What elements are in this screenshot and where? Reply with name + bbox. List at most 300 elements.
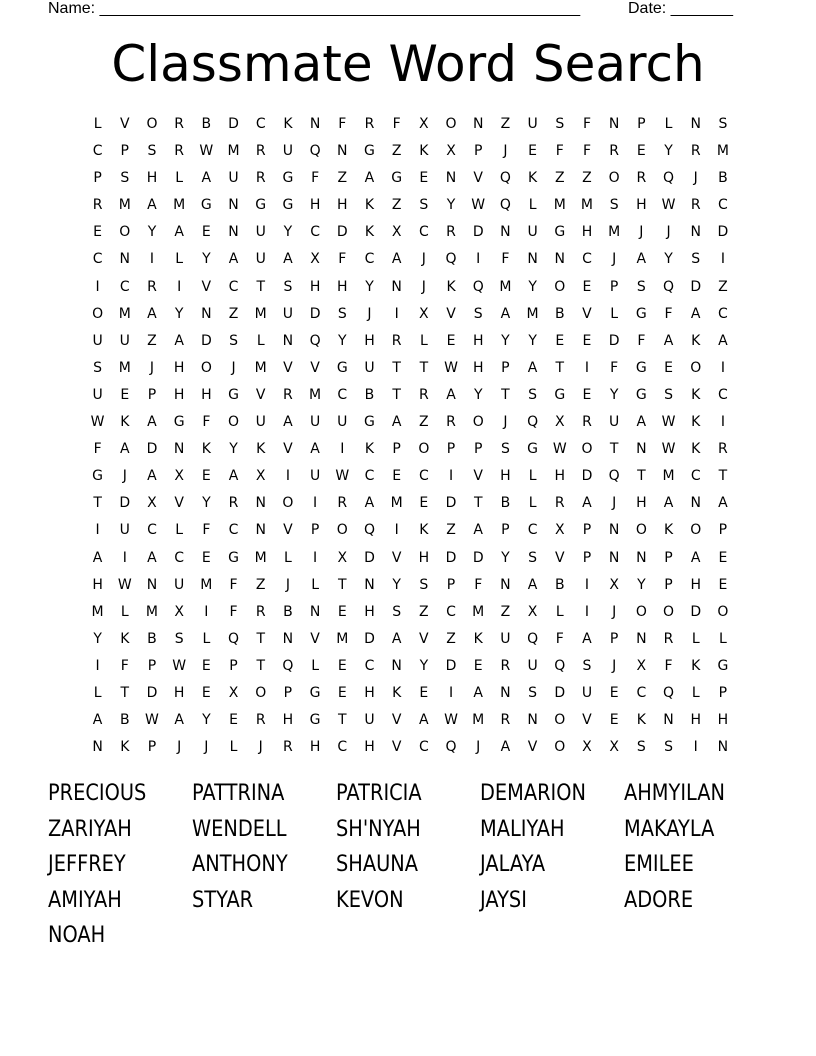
grid-letter: H <box>364 684 375 701</box>
grid-letter: C <box>418 739 429 756</box>
grid-letter: K <box>691 414 701 431</box>
grid-letter: K <box>691 657 701 674</box>
grid-letter: H <box>472 332 484 349</box>
grid-row <box>84 412 737 439</box>
grid-letter: J <box>503 414 508 431</box>
grid-letter: M <box>118 359 131 376</box>
grid-letter: T <box>419 359 429 376</box>
grid-letter: D <box>228 116 239 132</box>
grid-letter: E <box>201 684 211 701</box>
grid-letter: G <box>309 712 321 729</box>
grid-letter: P <box>283 684 293 701</box>
grid-row <box>84 548 737 575</box>
grid-letter: A <box>663 332 674 349</box>
grid-letter: K <box>120 739 130 756</box>
grid-letter: A <box>228 251 239 268</box>
grid-letter: N <box>500 576 511 593</box>
grid-letter: S <box>609 197 619 214</box>
grid-letter: B <box>201 116 212 132</box>
word-list-item: JALAYA <box>480 852 546 877</box>
grid-letter: R <box>690 197 701 214</box>
grid-row <box>84 683 737 710</box>
grid-letter: R <box>364 116 375 132</box>
grid-letter: P <box>473 441 483 458</box>
grid-letter: H <box>636 197 647 214</box>
grid-letter: M <box>254 549 267 566</box>
grid-letter: P <box>147 739 157 756</box>
grid-letter: Y <box>202 495 211 512</box>
grid-letter: C <box>446 603 456 620</box>
grid-letter: Z <box>582 170 592 187</box>
word-list-item: STYAR <box>192 887 254 913</box>
grid-letter: C <box>527 522 538 539</box>
grid-letter: H <box>337 197 348 214</box>
grid-letter: I <box>693 739 698 756</box>
grid-letter: F <box>610 359 619 376</box>
grid-letter: E <box>555 332 565 349</box>
grid-letter: P <box>229 657 238 674</box>
grid-letter: Z <box>255 576 266 593</box>
grid-letter: Q <box>445 739 457 756</box>
grid-letter: A <box>391 630 402 647</box>
grid-row <box>84 304 737 331</box>
grid-letter: O <box>554 712 566 729</box>
grid-letter: R <box>92 197 103 214</box>
grid-letter: F <box>501 251 510 268</box>
grid-letter: A <box>310 441 320 458</box>
grid-letter: L <box>256 332 265 349</box>
grid-letter: Z <box>500 603 511 620</box>
grid-letter: Y <box>473 386 483 403</box>
grid-letter: E <box>664 359 673 376</box>
grid-letter: O <box>608 170 620 187</box>
grid-letter: G <box>635 386 647 403</box>
grid-letter: P <box>501 522 510 539</box>
grid-letter: F <box>338 251 347 268</box>
grid-letter: H <box>282 712 294 729</box>
grid-letter: R <box>228 495 239 512</box>
grid-letter: D <box>309 305 321 322</box>
grid-letter: C <box>364 251 375 268</box>
grid-letter: M <box>118 197 131 214</box>
grid-letter: R <box>283 386 293 403</box>
grid-letter: V <box>419 630 429 647</box>
grid-letter: V <box>473 170 483 187</box>
grid-letter: V <box>283 441 293 458</box>
grid-letter: V <box>201 278 212 295</box>
grid-letter: K <box>473 630 483 647</box>
grid-letter: O <box>228 414 240 431</box>
grid-letter: T <box>473 495 483 512</box>
grid-letter: M <box>309 386 322 403</box>
grid-letter: A <box>364 170 375 187</box>
grid-letter: Y <box>528 278 537 295</box>
grid-letter: B <box>718 170 728 187</box>
grid-letter: K <box>201 441 211 458</box>
grid-letter: M <box>173 197 186 214</box>
grid-letter: P <box>310 522 320 539</box>
grid-letter: J <box>258 739 263 756</box>
grid-letter: C <box>337 739 348 756</box>
grid-letter: T <box>392 359 401 376</box>
grid-letter: H <box>554 468 566 485</box>
grid-letter: A <box>582 495 592 512</box>
grid-letter: L <box>419 332 428 349</box>
grid-letter: Z <box>419 603 429 620</box>
grid-letter: N <box>146 576 158 593</box>
grid-letter: A <box>473 684 483 701</box>
grid-letter: Q <box>663 278 675 295</box>
grid-letter: N <box>282 332 294 349</box>
grid-letter: K <box>419 522 429 539</box>
grid-letter: O <box>282 495 294 512</box>
grid-letter: I <box>448 684 454 701</box>
grid-letter: C <box>337 386 348 403</box>
grid-letter: D <box>472 224 484 241</box>
grid-letter: I <box>313 495 318 512</box>
grid-letter: J <box>612 251 617 268</box>
grid-letter: I <box>177 278 182 295</box>
grid-letter: H <box>636 495 647 512</box>
grid-letter: H <box>173 684 185 701</box>
grid-row <box>84 114 737 141</box>
grid-letter: R <box>636 170 647 187</box>
grid-letter: X <box>554 522 565 539</box>
grid-letter: N <box>527 712 538 729</box>
grid-letter: Q <box>554 657 566 674</box>
grid-letter: U <box>282 143 294 160</box>
grid-letter: F <box>637 332 646 349</box>
grid-letter: X <box>310 251 320 268</box>
grid-letter: T <box>256 630 265 647</box>
grid-letter: Q <box>499 197 511 214</box>
grid-letter: P <box>664 576 673 593</box>
grid-letter: S <box>392 603 402 620</box>
grid-letter: A <box>419 712 429 729</box>
word-list-item: JAYSI <box>480 887 527 913</box>
grid-letter: G <box>527 441 539 458</box>
grid-letter: J <box>421 278 426 295</box>
grid-letter: R <box>582 414 592 431</box>
grid-letter: E <box>419 170 429 187</box>
grid-letter: D <box>717 224 729 241</box>
grid-letter: U <box>255 251 266 268</box>
grid-letter: P <box>446 576 456 593</box>
grid-letter: G <box>554 386 566 403</box>
grid-row <box>84 168 737 195</box>
grid-letter: G <box>255 197 267 214</box>
grid-letter: Y <box>229 441 238 458</box>
grid-letter: W <box>172 657 187 674</box>
grid-letter: U <box>255 224 266 241</box>
grid-letter: I <box>204 603 209 620</box>
grid-row <box>84 331 737 358</box>
grid-letter: Q <box>445 251 457 268</box>
grid-letter: N <box>391 657 402 674</box>
grid-letter: X <box>174 468 184 485</box>
grid-letter: F <box>229 603 238 620</box>
grid-letter: J <box>693 170 698 187</box>
grid-letter: Q <box>527 414 539 431</box>
grid-letter: K <box>528 170 538 187</box>
grid-letter: G <box>364 414 375 431</box>
grid-letter: I <box>394 305 399 322</box>
grid-letter: U <box>92 332 103 349</box>
grid-letter: H <box>146 170 158 187</box>
grid-letter: C <box>364 468 375 485</box>
grid-row <box>84 602 737 629</box>
grid-letter: M <box>472 603 485 620</box>
grid-letter: X <box>147 495 157 512</box>
grid-letter: C <box>718 197 728 214</box>
grid-letter: H <box>500 468 511 485</box>
grid-letter: I <box>95 278 100 295</box>
grid-letter: V <box>527 739 538 756</box>
grid-letter: V <box>391 712 402 729</box>
grid-letter: H <box>472 359 484 376</box>
grid-letter: Z <box>391 197 402 214</box>
grid-letter: G <box>336 359 348 376</box>
grid-letter: T <box>609 441 619 458</box>
grid-letter: R <box>147 278 157 295</box>
grid-letter: C <box>255 116 266 132</box>
grid-letter: Y <box>528 332 537 349</box>
grid-letter: C <box>718 305 728 322</box>
grid-letter: N <box>445 170 457 187</box>
grid-letter: C <box>690 468 701 485</box>
grid-letter: B <box>554 576 565 593</box>
grid-letter: S <box>664 386 673 403</box>
grid-letter: S <box>419 576 429 593</box>
grid-letter: R <box>418 386 429 403</box>
grid-letter: A <box>446 386 456 403</box>
grid-letter: P <box>609 278 619 295</box>
grid-letter: N <box>201 305 212 322</box>
grid-letter: N <box>472 116 484 132</box>
grid-letter: P <box>392 441 401 458</box>
grid-letter: F <box>229 576 238 593</box>
grid-letter: A <box>283 251 293 268</box>
grid-letter: U <box>309 468 321 485</box>
grid-letter: X <box>554 414 565 431</box>
grid-letter: N <box>636 630 647 647</box>
grid-letter: L <box>691 630 700 647</box>
grid-letter: A <box>690 305 701 322</box>
grid-letter: Z <box>718 278 728 295</box>
grid-letter: O <box>635 603 647 620</box>
grid-letter: J <box>421 251 426 268</box>
grid-letter: R <box>174 116 185 132</box>
grid-letter: V <box>391 739 402 756</box>
grid-letter: E <box>337 657 347 674</box>
grid-row <box>84 277 737 304</box>
grid-letter: D <box>146 684 158 701</box>
grid-letter: R <box>500 657 511 674</box>
grid-letter: U <box>527 224 538 241</box>
grid-letter: E <box>718 576 728 593</box>
grid-letter: U <box>581 684 593 701</box>
grid-letter: A <box>174 332 184 349</box>
grid-letter: A <box>718 495 728 512</box>
grid-letter: A <box>147 197 157 214</box>
grid-letter: Z <box>147 332 157 349</box>
grid-letter: E <box>446 332 456 349</box>
grid-letter: A <box>228 468 239 485</box>
grid-letter: D <box>472 549 484 566</box>
grid-letter: U <box>364 712 375 729</box>
grid-letter: O <box>200 359 212 376</box>
grid-letter: A <box>92 712 103 729</box>
grid-letter: U <box>174 576 185 593</box>
grid-letter: R <box>255 712 266 729</box>
grid-letter: M <box>553 197 566 214</box>
grid-letter: F <box>582 116 591 132</box>
grid-letter: U <box>500 630 511 647</box>
grid-letter: S <box>174 630 184 647</box>
word-list-item: AHMYILAN <box>624 781 726 806</box>
grid-letter: N <box>608 549 620 566</box>
grid-letter: R <box>554 495 565 512</box>
header <box>48 0 748 20</box>
grid-letter: P <box>664 549 673 566</box>
grid-letter: M <box>254 305 267 322</box>
grid-letter: I <box>584 603 590 620</box>
grid-letter: V <box>473 468 483 485</box>
grid-letter: Q <box>282 657 294 674</box>
grid-letter: G <box>282 197 294 214</box>
grid-letter: J <box>177 739 182 756</box>
grid-letter: S <box>691 251 701 268</box>
grid-letter: N <box>690 495 701 512</box>
grid-letter: N <box>337 143 348 160</box>
grid-letter: H <box>690 712 701 729</box>
grid-letter: T <box>120 684 130 701</box>
grid-letter: N <box>717 739 729 756</box>
grid-letter: A <box>527 359 538 376</box>
grid-letter: N <box>690 224 701 241</box>
grid-letter: K <box>364 197 375 214</box>
grid-letter: P <box>501 359 510 376</box>
grid-row <box>84 466 737 493</box>
grid-letter: W <box>199 143 214 160</box>
grid-letter: H <box>717 712 729 729</box>
grid-letter: A <box>473 522 483 539</box>
grid-letter: E <box>473 657 483 674</box>
word-list-item: MAKAYLA <box>624 816 715 842</box>
grid-letter: L <box>664 116 673 132</box>
grid-letter: V <box>174 495 184 512</box>
grid-letter: N <box>255 522 266 539</box>
grid-letter: T <box>501 386 510 403</box>
grid-letter: T <box>637 468 646 485</box>
grid-letter: O <box>554 278 566 295</box>
grid-letter: A <box>500 305 511 322</box>
grid-letter: O <box>663 603 675 620</box>
grid-letter: L <box>284 549 292 566</box>
grid-letter: N <box>636 441 647 458</box>
grid-letter: L <box>120 603 129 620</box>
grid-letter: H <box>309 197 321 214</box>
name-field-label: Name: ______________________________________________________ <box>48 0 581 17</box>
grid-letter: A <box>500 739 511 756</box>
grid-row <box>84 141 737 168</box>
grid-letter: H <box>581 224 593 241</box>
grid-letter: A <box>147 468 157 485</box>
grid-letter: F <box>555 143 564 160</box>
grid-letter: J <box>149 359 155 376</box>
grid-letter: C <box>228 522 239 539</box>
grid-letter: O <box>445 116 457 132</box>
grid-letter: J <box>666 224 671 241</box>
grid-letter: S <box>337 305 347 322</box>
grid-letter: E <box>93 224 103 241</box>
date-field-label: Date: _______ <box>628 0 733 17</box>
grid-letter: Y <box>664 251 673 268</box>
grid-letter: Y <box>202 251 211 268</box>
grid-letter: O <box>554 739 566 756</box>
grid-letter: K <box>691 441 701 458</box>
grid-letter: R <box>663 630 674 647</box>
grid-letter: L <box>202 630 211 647</box>
grid-letter: B <box>147 630 157 647</box>
grid-letter: J <box>122 468 127 485</box>
grid-letter: N <box>92 739 103 756</box>
grid-letter: G <box>200 197 212 214</box>
grid-letter: A <box>364 495 375 512</box>
grid-letter: Z <box>337 170 348 187</box>
grid-letter: D <box>554 684 566 701</box>
grid-letter: J <box>367 305 372 322</box>
page-title: Classmate Word Search <box>111 35 705 93</box>
grid-letter: E <box>419 684 429 701</box>
grid-letter: X <box>636 657 647 674</box>
grid-letter: M <box>390 495 403 512</box>
grid-letter: P <box>718 522 728 539</box>
grid-letter: J <box>639 224 644 241</box>
grid-letter: E <box>582 278 592 295</box>
grid-letter: R <box>255 143 266 160</box>
grid-letter: I <box>340 441 345 458</box>
grid-letter: R <box>690 143 701 160</box>
grid-letter: I <box>95 657 100 674</box>
grid-letter: H <box>173 386 185 403</box>
grid-letter: M <box>716 143 729 160</box>
grid-letter: V <box>554 549 565 566</box>
grid-letter: M <box>336 630 349 647</box>
grid-letter: S <box>500 441 510 458</box>
word-list-item: EMILEE <box>624 852 694 877</box>
grid-letter: Z <box>446 630 456 647</box>
grid-letter: W <box>471 197 486 214</box>
grid-letter: S <box>147 143 157 160</box>
grid-letter: N <box>500 224 511 241</box>
grid-letter: F <box>474 576 483 593</box>
grid-letter: Y <box>202 712 211 729</box>
grid-letter: I <box>720 359 725 376</box>
grid-letter: B <box>364 386 375 403</box>
grid-letter: M <box>91 603 104 620</box>
grid-letter: I <box>448 468 454 485</box>
grid-letter: D <box>200 332 212 349</box>
grid-letter: K <box>636 712 646 729</box>
grid-letter: O <box>92 305 104 322</box>
grid-letter: F <box>338 116 347 132</box>
grid-letter: X <box>419 116 429 132</box>
grid-letter: D <box>608 332 620 349</box>
grid-letter: L <box>610 305 619 322</box>
grid-letter: C <box>228 278 239 295</box>
grid-letter: H <box>418 549 430 566</box>
